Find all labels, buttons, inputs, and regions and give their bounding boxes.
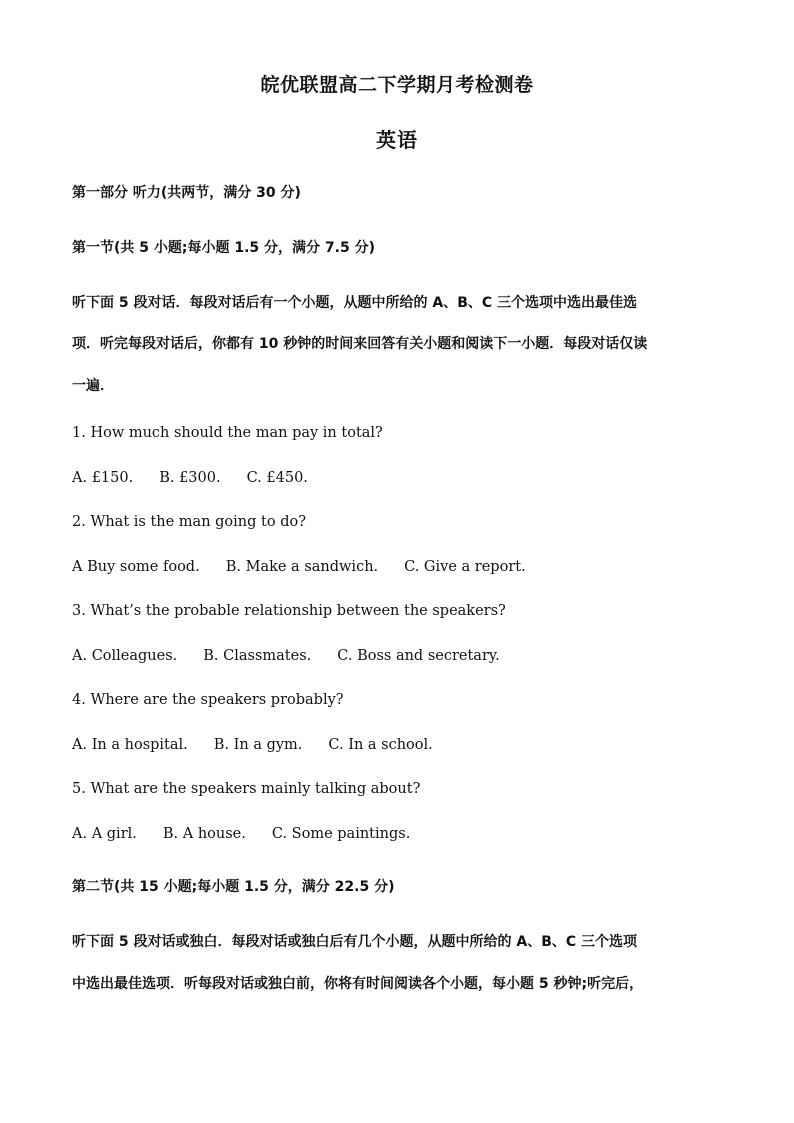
option-b: B. In a gym.	[213, 737, 303, 753]
section2-instruction-line: 中选出最佳选项．听每段对话或独白前，你将有时间阅读各个小题，每小题 5 秒钟;听完后，	[72, 976, 644, 992]
section1-instruction-line: 听下面 5 段对话．每段对话后有一个小题，从题中所给的 A、B、C 三个选项中选出最佳选	[72, 295, 638, 311]
question-3-options	[72, 648, 500, 664]
question-3: 3. What’s the probable relationship between the speakers?	[72, 603, 506, 619]
option-a: A. In a hospital.	[72, 737, 188, 753]
option-b: B. Classmates.	[203, 648, 312, 664]
section1-instruction-line: 一遍．	[72, 378, 114, 394]
option-a: A. £150.	[72, 470, 134, 486]
option-b: B. Make a sandwich.	[225, 559, 379, 575]
subject-title: 英语	[376, 128, 418, 152]
option-c: C. Boss and secretary.	[337, 648, 500, 664]
option-b: B. £300.	[159, 470, 221, 486]
question-2-options	[72, 559, 526, 575]
option-a: A. Colleagues.	[72, 648, 178, 664]
option-c: C. £450.	[246, 470, 308, 486]
question-5: 5. What are the speakers mainly talking about?	[72, 781, 421, 797]
section2-instruction-line: 听下面 5 段对话或独白．每段对话或独白后有几个小题，从题中所给的 A、B、C 三个选项	[72, 934, 638, 950]
question-1: 1. How much should the man pay in total?	[72, 425, 383, 441]
part-heading: 第一部分 听力(共两节，满分 30 分)	[72, 185, 301, 201]
option-c: C. Some paintings.	[271, 826, 411, 842]
question-4-options	[72, 737, 433, 753]
option-a: A. A girl.	[72, 826, 137, 842]
section1-heading: 第一节(共 5 小题;每小题 1.5 分，满分 7.5 分)	[72, 240, 375, 256]
section1-instruction-line: 项．听完每段对话后，你都有 10 秒钟的时间来回答有关小题和阅读下一小题．每段对话仅读	[72, 336, 648, 352]
option-c: C. Give a report.	[404, 559, 526, 575]
exam-title: 皖优联盟高二下学期月考检测卷	[260, 74, 534, 96]
question-4: 4. Where are the speakers probably?	[72, 692, 344, 708]
option-c: C. In a school.	[328, 737, 433, 753]
option-b: B. A house.	[162, 826, 246, 842]
section2-heading: 第二节(共 15 小题;每小题 1.5 分，满分 22.5 分)	[72, 879, 395, 895]
question-1-options	[72, 470, 308, 486]
option-a: A Buy some food.	[72, 559, 200, 575]
question-5-options	[72, 826, 410, 842]
question-2: 2. What is the man going to do?	[72, 514, 306, 530]
